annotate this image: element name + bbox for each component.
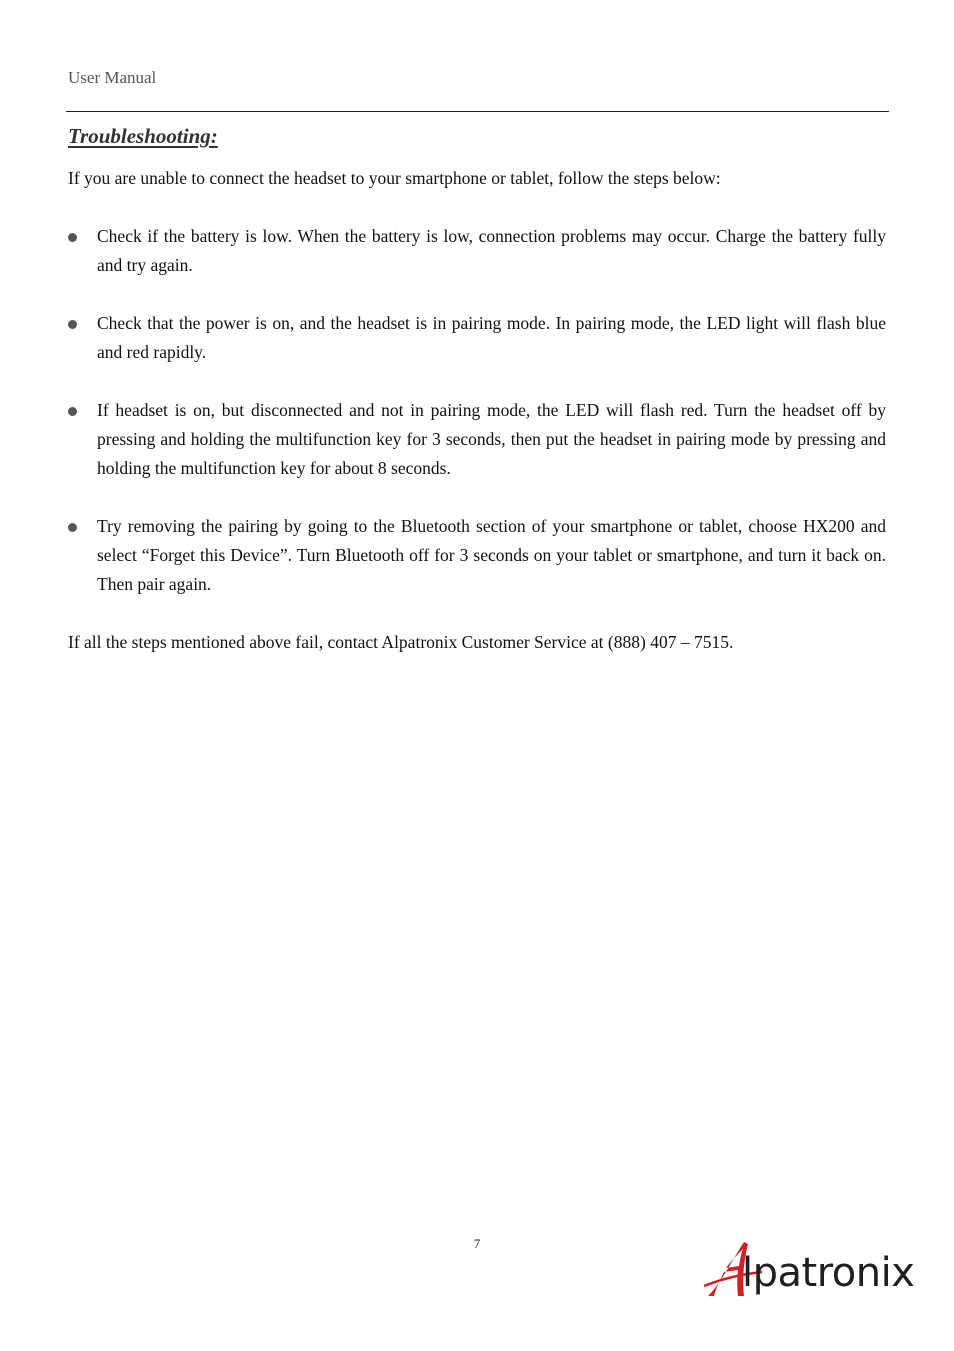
step-text: Try removing the pairing by going to the Bluetooth section of your smartphone or tablet, choose HX200 and select “Forget this Device”. Turn Bluetooth off for 3 seconds on your tablet or smartphone, and turn it back on. Then pair again. — [97, 516, 886, 594]
list-item — [68, 309, 886, 367]
section-body — [68, 164, 886, 657]
list-item — [68, 396, 886, 483]
step-text: Check that the power is on, and the headset is in pairing mode. In pairing mode, the LED light will flash blue and red rapidly. — [97, 313, 886, 362]
list-item — [68, 512, 886, 599]
page-number: 7 — [473, 1236, 481, 1251]
list-item — [68, 222, 886, 280]
bullet-icon — [68, 233, 77, 242]
bullet-icon — [68, 320, 77, 329]
bullet-icon — [68, 523, 77, 532]
closing-paragraph: If all the steps mentioned above fail, contact Alpatronix Customer Service at (888) 407 – 7515. — [68, 632, 734, 652]
alpatronix-logo — [704, 1238, 922, 1306]
troubleshooting-steps — [68, 222, 886, 599]
running-header: User Manual — [68, 68, 157, 87]
intro-paragraph: If you are unable to connect the headset to your smartphone or tablet, follow the steps below: — [68, 168, 721, 188]
header-divider — [66, 111, 889, 112]
step-text: If headset is on, but disconnected and not in pairing mode, the LED will flash red. Turn the headset off by pressing and holding the multifunction key for 3 seconds, then put the headset in pairing mode by pressing and holding the multifunction key for about 8 seconds. — [97, 400, 886, 478]
section-title: Troubleshooting: — [68, 124, 218, 148]
logo-wordmark: lpatronix — [742, 1250, 915, 1296]
bullet-icon — [68, 407, 77, 416]
step-text: Check if the battery is low. When the battery is low, connection problems may occur. Charge the battery fully and try again. — [97, 226, 886, 275]
